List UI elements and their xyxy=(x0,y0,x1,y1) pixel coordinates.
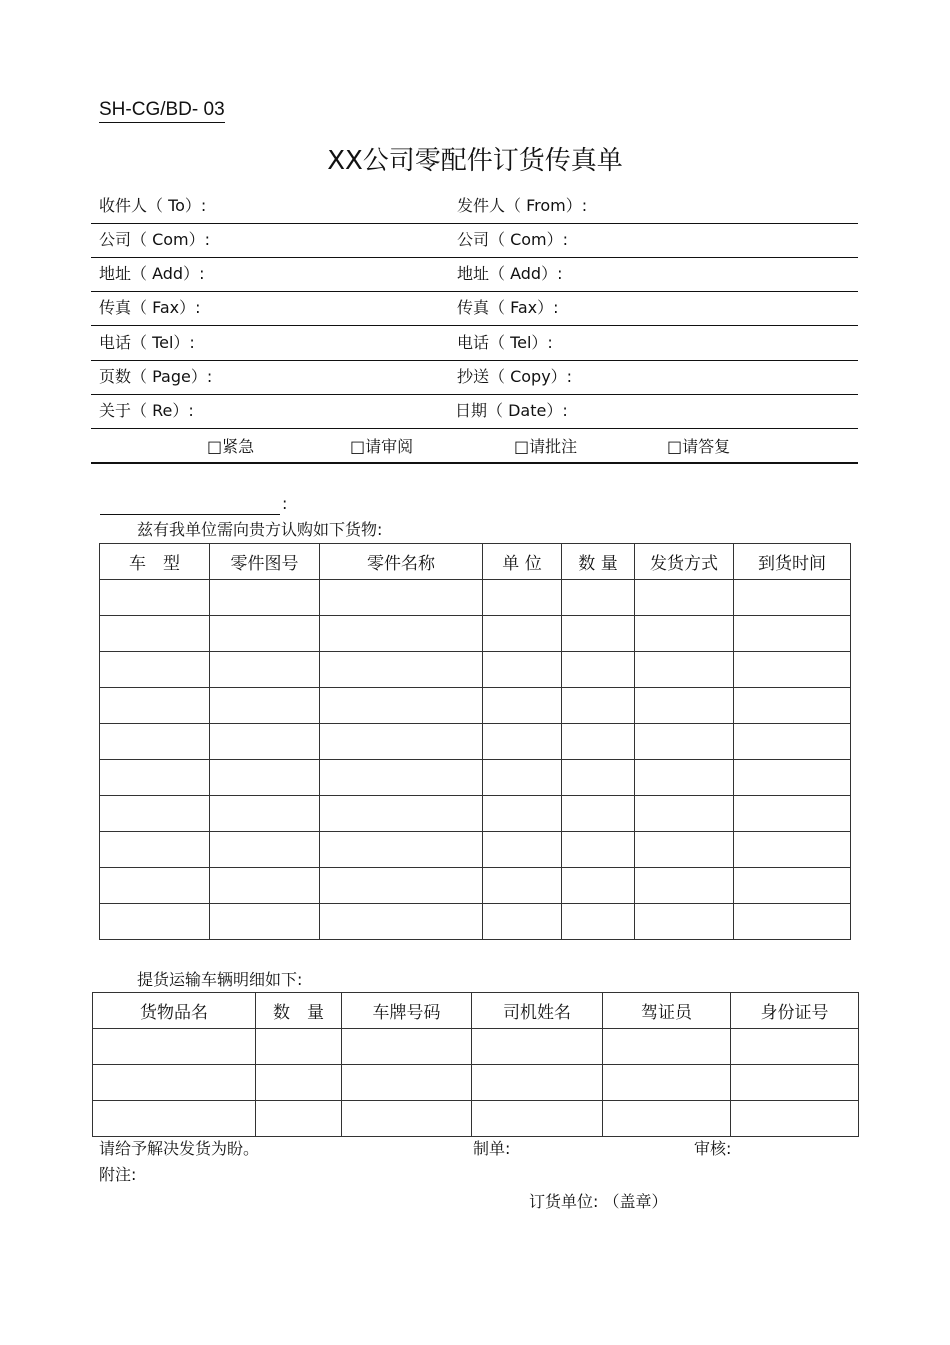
table-cell[interactable] xyxy=(562,652,635,688)
table-cell[interactable] xyxy=(93,1065,256,1101)
from-company-label: 公司（ Com）: xyxy=(457,230,569,249)
table-cell[interactable] xyxy=(472,1029,603,1065)
date-label: 日期（ Date）: xyxy=(455,401,568,420)
col-goods-name: 货物品名 xyxy=(93,993,256,1029)
table-cell[interactable] xyxy=(562,832,635,868)
table-cell[interactable] xyxy=(100,616,210,652)
recipient-blank-line[interactable] xyxy=(100,496,280,515)
vehicle-table-body xyxy=(93,1029,859,1137)
table-row xyxy=(100,616,851,652)
table-row xyxy=(93,1065,859,1101)
table-cell[interactable] xyxy=(483,904,562,940)
table-cell[interactable] xyxy=(483,616,562,652)
table-cell[interactable] xyxy=(562,760,635,796)
table-cell[interactable] xyxy=(562,868,635,904)
table-cell[interactable] xyxy=(562,724,635,760)
recipient-blank-colon: : xyxy=(282,494,288,513)
col-part-name: 零件名称 xyxy=(320,544,483,580)
table-cell[interactable] xyxy=(635,796,734,832)
table-cell[interactable] xyxy=(734,688,851,724)
vehicle-intro-text: 提货运输车辆明细如下: xyxy=(137,970,303,989)
table-cell[interactable] xyxy=(320,868,483,904)
request-text: 请给予解决发货为盼。 xyxy=(99,1139,260,1158)
col-quantity: 数 量 xyxy=(562,544,635,580)
table-cell[interactable] xyxy=(93,1029,256,1065)
table-cell[interactable] xyxy=(320,724,483,760)
table-cell[interactable] xyxy=(320,832,483,868)
header-row-fax xyxy=(91,291,858,326)
table-cell[interactable] xyxy=(562,580,635,616)
to-fax-label: 传真（ Fax）: xyxy=(99,298,201,317)
table-cell[interactable] xyxy=(210,616,320,652)
table-cell[interactable] xyxy=(100,688,210,724)
table-cell[interactable] xyxy=(483,724,562,760)
vehicle-table-header xyxy=(93,993,859,1029)
table-cell[interactable] xyxy=(562,688,635,724)
prepared-by-label: 制单: xyxy=(473,1139,511,1158)
col-vehicle-model: 车 型 xyxy=(100,544,210,580)
from-tel-label: 电话（ Tel）: xyxy=(457,333,553,352)
table-cell[interactable] xyxy=(483,760,562,796)
table-cell[interactable] xyxy=(342,1065,472,1101)
table-cell[interactable] xyxy=(342,1029,472,1065)
ordering-unit-seal: 订货单位: （盖章） xyxy=(529,1192,668,1211)
col-license-plate: 车牌号码 xyxy=(342,993,472,1029)
col-arrival-time: 到货时间 xyxy=(734,544,851,580)
re-label: 关于（ Re）: xyxy=(99,401,194,420)
table-cell[interactable] xyxy=(635,760,734,796)
table-cell[interactable] xyxy=(734,724,851,760)
table-cell[interactable] xyxy=(320,652,483,688)
table-cell[interactable] xyxy=(734,580,851,616)
order-intro-text: 兹有我单位需向贵方认购如下货物: xyxy=(137,520,383,539)
table-cell[interactable] xyxy=(731,1065,859,1101)
table-cell[interactable] xyxy=(100,580,210,616)
table-cell[interactable] xyxy=(635,832,734,868)
table-cell[interactable] xyxy=(210,688,320,724)
from-label: 发件人（ From）: xyxy=(457,196,588,215)
reviewed-by-label: 审核: xyxy=(694,1139,732,1158)
table-cell[interactable] xyxy=(256,1065,342,1101)
header-row-company xyxy=(91,223,858,258)
table-cell[interactable] xyxy=(562,796,635,832)
table-row xyxy=(100,904,851,940)
table-cell[interactable] xyxy=(100,724,210,760)
table-row xyxy=(100,868,851,904)
table-cell[interactable] xyxy=(483,796,562,832)
table-row xyxy=(100,652,851,688)
table-cell[interactable] xyxy=(483,868,562,904)
document-code: SH-CG/BD- 03 xyxy=(99,98,225,123)
table-cell[interactable] xyxy=(734,652,851,688)
header-row-page-copy xyxy=(91,360,858,395)
table-cell[interactable] xyxy=(635,652,734,688)
priority-checkboxes xyxy=(91,428,858,464)
table-cell[interactable] xyxy=(603,1029,731,1065)
table-cell[interactable] xyxy=(210,868,320,904)
table-row xyxy=(100,688,851,724)
table-cell[interactable] xyxy=(320,796,483,832)
table-row xyxy=(93,1029,859,1065)
table-cell[interactable] xyxy=(734,832,851,868)
table-cell[interactable] xyxy=(731,1101,859,1137)
col-vehicle-quantity: 数 量 xyxy=(256,993,342,1029)
table-cell[interactable] xyxy=(635,724,734,760)
table-cell[interactable] xyxy=(734,760,851,796)
table-cell[interactable] xyxy=(734,616,851,652)
page-count-label: 页数（ Page）: xyxy=(99,367,213,386)
table-cell[interactable] xyxy=(483,832,562,868)
col-part-number: 零件图号 xyxy=(210,544,320,580)
checkbox-comment[interactable]: □请批注 xyxy=(514,437,578,456)
col-driver-name: 司机姓名 xyxy=(472,993,603,1029)
table-cell[interactable] xyxy=(731,1029,859,1065)
table-cell[interactable] xyxy=(100,868,210,904)
checkbox-review[interactable]: □请审阅 xyxy=(350,437,414,456)
parts-table-body xyxy=(100,580,851,940)
table-cell[interactable] xyxy=(635,616,734,652)
table-cell[interactable] xyxy=(320,580,483,616)
table-cell[interactable] xyxy=(483,652,562,688)
col-unit: 单 位 xyxy=(483,544,562,580)
note-label: 附注: xyxy=(99,1165,137,1184)
vehicle-table xyxy=(92,992,859,1137)
table-cell[interactable] xyxy=(734,868,851,904)
table-cell[interactable] xyxy=(635,904,734,940)
header-row-tel xyxy=(91,326,858,361)
table-cell[interactable] xyxy=(562,616,635,652)
table-cell[interactable] xyxy=(320,688,483,724)
table-row xyxy=(100,580,851,616)
table-cell[interactable] xyxy=(210,796,320,832)
table-cell[interactable] xyxy=(210,760,320,796)
from-fax-label: 传真（ Fax）: xyxy=(457,298,559,317)
header-row-address xyxy=(91,257,858,292)
table-cell[interactable] xyxy=(100,796,210,832)
table-cell[interactable] xyxy=(483,580,562,616)
to-tel-label: 电话（ Tel）: xyxy=(99,333,195,352)
parts-order-table xyxy=(99,543,851,940)
table-cell[interactable] xyxy=(734,904,851,940)
table-cell[interactable] xyxy=(342,1101,472,1137)
table-cell[interactable] xyxy=(320,760,483,796)
table-cell[interactable] xyxy=(320,616,483,652)
col-id-number: 身份证号 xyxy=(731,993,859,1029)
copy-label: 抄送（ Copy）: xyxy=(457,367,573,386)
to-address-label: 地址（ Add）: xyxy=(99,264,205,283)
to-label: 收件人（ To）: xyxy=(99,196,207,215)
table-cell[interactable] xyxy=(734,796,851,832)
table-row xyxy=(93,1101,859,1137)
table-cell[interactable] xyxy=(100,832,210,868)
table-cell[interactable] xyxy=(603,1101,731,1137)
col-shipping-method: 发货方式 xyxy=(635,544,734,580)
table-cell[interactable] xyxy=(93,1101,256,1137)
table-cell[interactable] xyxy=(210,904,320,940)
table-cell[interactable] xyxy=(635,688,734,724)
table-cell[interactable] xyxy=(635,580,734,616)
checkbox-urgent[interactable]: □紧急 xyxy=(207,437,255,456)
table-cell[interactable] xyxy=(210,832,320,868)
table-cell[interactable] xyxy=(256,1101,342,1137)
table-cell[interactable] xyxy=(100,760,210,796)
document-title: XX公司零配件订货传真单 xyxy=(327,146,623,176)
table-row xyxy=(100,832,851,868)
table-cell[interactable] xyxy=(210,724,320,760)
table-cell[interactable] xyxy=(320,904,483,940)
from-address-label: 地址（ Add）: xyxy=(457,264,563,283)
col-license-holder: 驾证员 xyxy=(603,993,731,1029)
table-cell[interactable] xyxy=(603,1065,731,1101)
table-cell[interactable] xyxy=(256,1029,342,1065)
to-company-label: 公司（ Com）: xyxy=(99,230,211,249)
table-row xyxy=(100,796,851,832)
table-cell[interactable] xyxy=(100,652,210,688)
checkbox-reply[interactable]: □请答复 xyxy=(667,437,731,456)
table-cell[interactable] xyxy=(210,580,320,616)
table-cell[interactable] xyxy=(210,652,320,688)
table-cell[interactable] xyxy=(483,688,562,724)
table-row xyxy=(100,760,851,796)
parts-table-header xyxy=(100,544,851,580)
table-row xyxy=(100,724,851,760)
table-cell[interactable] xyxy=(472,1101,603,1137)
table-cell[interactable] xyxy=(472,1065,603,1101)
table-cell[interactable] xyxy=(562,904,635,940)
header-row-re-date xyxy=(91,394,858,429)
table-cell[interactable] xyxy=(100,904,210,940)
header-row-to-from xyxy=(91,189,858,224)
table-cell[interactable] xyxy=(635,868,734,904)
